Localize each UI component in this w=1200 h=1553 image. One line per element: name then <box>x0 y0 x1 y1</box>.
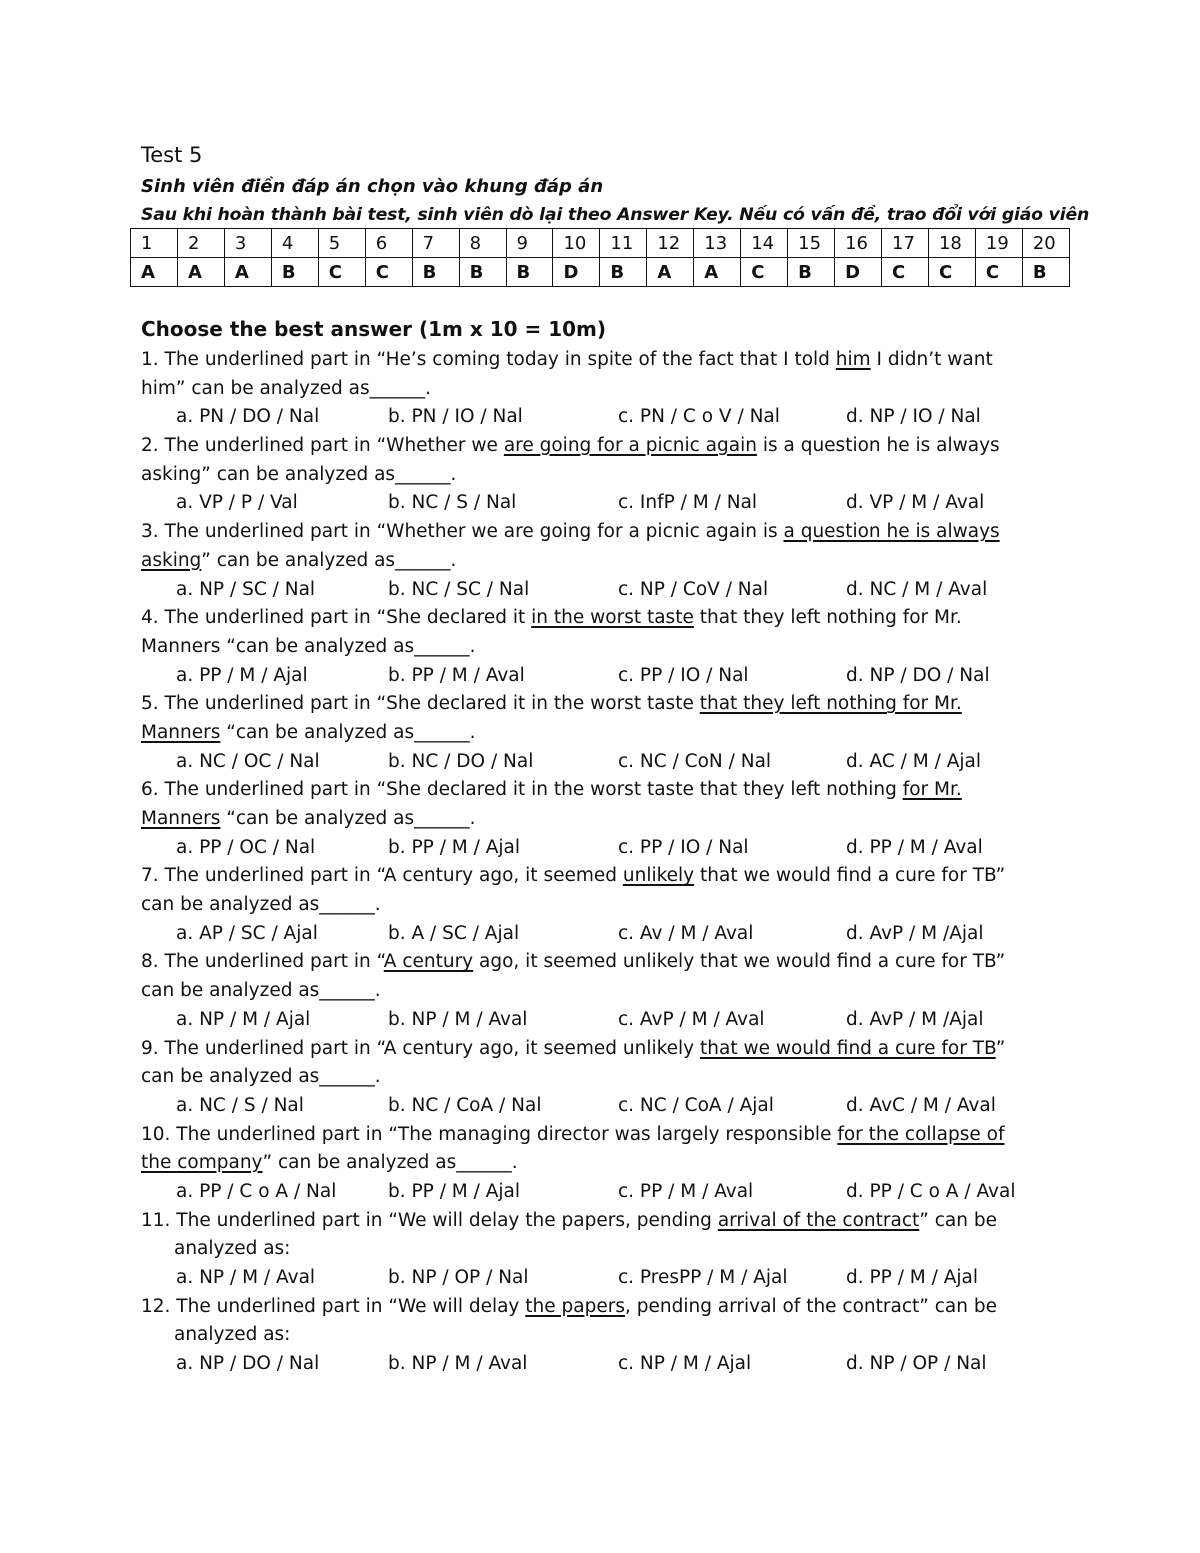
stem-text: that they left nothing for Mr. <box>693 607 962 629</box>
option-a: a. PN / DO / Nal <box>176 406 320 428</box>
answer-key-number-cell: 3 <box>224 229 271 258</box>
answer-key-answer-cell: B <box>788 258 835 287</box>
question-stem-continuation <box>141 547 1066 576</box>
answer-options <box>141 920 1066 949</box>
stem-text: I didn’t want <box>870 349 993 370</box>
option-d: d. PP / M / Aval <box>846 836 983 858</box>
answer-key-answer-cell: D <box>553 258 600 287</box>
underlined-part: that they left nothing for Mr. <box>699 693 962 715</box>
answer-options <box>141 1264 1066 1293</box>
stem-text: that we would find a cure for TB” <box>694 865 1006 887</box>
option-c: c. NP / M / Ajal <box>618 1353 752 1375</box>
stem-text: can be analyzed as______. <box>141 894 381 916</box>
answer-key-answer-cell: A <box>647 258 694 287</box>
answer-key-numbers-row <box>131 229 1070 258</box>
question-stem-line <box>141 346 1066 375</box>
question-stem-continuation <box>141 977 1066 1006</box>
answer-options <box>141 1006 1066 1035</box>
question-stem-line <box>141 1293 1066 1322</box>
question-item <box>141 432 1066 518</box>
answer-key-number-cell: 11 <box>600 229 647 258</box>
test-title: Test 5 <box>141 143 203 167</box>
question-item <box>141 1035 1066 1121</box>
stem-text: Manners “can be analyzed as______. <box>141 635 476 657</box>
stem-text: “can be analyzed as______. <box>220 808 476 829</box>
option-d: d. AvP / M /Ajal <box>846 1008 984 1030</box>
answer-key-number-cell: 6 <box>365 229 412 258</box>
option-d: d. NP / IO / Nal <box>846 406 981 428</box>
stem-text: 6. The underlined part in “She declared it in the worst taste that they left nothing <box>141 779 903 801</box>
underlined-part: Manners <box>141 721 221 743</box>
answer-key-number-cell: 7 <box>412 229 459 258</box>
option-a: a. NP / M / Ajal <box>176 1008 311 1030</box>
stem-text: 1. The underlined part in “He’s coming today in spite of the fact that I told <box>141 349 836 370</box>
option-c: c. InfP / M / Nal <box>618 492 758 514</box>
answer-key-table <box>130 228 1070 287</box>
answer-key-number-cell: 18 <box>928 229 975 258</box>
option-d: d. AC / M / Ajal <box>846 750 981 772</box>
option-b: b. NC / DO / Nal <box>388 750 534 772</box>
question-stem-line <box>141 432 1066 461</box>
stem-text: 11. The underlined part in “We will delay the papers, pending <box>141 1209 718 1231</box>
stem-text: 4. The underlined part in “She declared it <box>141 607 532 629</box>
option-c: c. PP / M / Aval <box>618 1180 754 1202</box>
answer-options <box>141 489 1066 518</box>
question-item <box>141 604 1066 690</box>
answer-options <box>141 576 1066 605</box>
answer-key-number-cell: 17 <box>882 229 929 258</box>
stem-text: 8. The underlined part in “ <box>141 951 384 973</box>
option-b: b. NC / SC / Nal <box>388 578 530 600</box>
option-c: c. PresPP / M / Ajal <box>618 1267 788 1288</box>
question-item <box>141 1121 1066 1207</box>
option-b: b. NP / M / Aval <box>388 1353 528 1375</box>
option-d: d. PP / C o A / Aval <box>846 1180 1016 1202</box>
option-b: b. PN / IO / Nal <box>388 406 523 428</box>
stem-text: ” <box>995 1037 1006 1059</box>
question-item <box>141 690 1066 776</box>
instruction-line-2: Sau khi hoàn thành bài test, sinh viên dò lại theo Answer Key. Nếu có vấn đề, trao đổi với giáo viên <box>141 205 1090 225</box>
answer-key-answer-cell: A <box>177 258 224 287</box>
answer-key-answer-cell: D <box>835 258 882 287</box>
option-b: b. PP / M / Ajal <box>388 1180 521 1202</box>
stem-text: is a question he is always <box>756 435 1000 457</box>
answer-options <box>141 1092 1066 1121</box>
answer-key-answer-cell: B <box>1022 258 1069 287</box>
answer-key-number-cell: 20 <box>1022 229 1069 258</box>
option-c: c. AvP / M / Aval <box>618 1008 765 1030</box>
option-a: a. NC / S / Nal <box>176 1094 304 1116</box>
option-a: a. PP / M / Ajal <box>176 664 308 686</box>
stem-text: ago, it seemed unlikely that we would find a cure for TB” <box>473 951 1006 973</box>
questions-list <box>141 346 1066 1379</box>
stem-text: 2. The underlined part in “Whether we <box>141 435 504 457</box>
stem-text: can be analyzed as______. <box>141 980 381 1002</box>
option-b: b. NC / S / Nal <box>388 492 517 514</box>
stem-text: 5. The underlined part in “She declared it in the worst taste <box>141 693 700 715</box>
answer-key-answer-cell: A <box>224 258 271 287</box>
option-a: a. PP / C o A / Nal <box>176 1180 337 1202</box>
underlined-part: that we would find a cure for TB <box>700 1037 996 1059</box>
option-c: c. NP / CoV / Nal <box>618 578 769 600</box>
question-stem-continuation <box>141 1063 1066 1092</box>
option-d: d. NP / OP / Nal <box>846 1353 987 1375</box>
answer-key-answer-cell: B <box>506 258 553 287</box>
stem-text: analyzed as: <box>174 1324 291 1346</box>
question-stem-continuation <box>141 891 1066 920</box>
question-stem-continuation <box>141 375 1066 404</box>
option-b: b. PP / M / Aval <box>388 664 525 686</box>
option-c: c. PN / C o V / Nal <box>618 406 780 428</box>
stem-text: “can be analyzed as______. <box>220 721 476 743</box>
underlined-part: unlikely <box>622 865 695 887</box>
option-a: a. NP / M / Aval <box>176 1267 316 1288</box>
answer-key-answer-cell: B <box>459 258 506 287</box>
underlined-part: in the worst taste <box>531 607 694 629</box>
answer-key-answer-cell: B <box>412 258 459 287</box>
stem-text: him” can be analyzed as______. <box>141 377 432 399</box>
answer-options <box>141 1350 1066 1379</box>
underlined-part: him <box>835 349 871 370</box>
option-a: a. NP / SC / Nal <box>176 578 316 600</box>
question-item <box>141 862 1066 948</box>
answer-key-answer-cell: C <box>928 258 975 287</box>
question-stem-line <box>141 604 1066 633</box>
answer-key-answer-cell: A <box>131 258 178 287</box>
question-stem-continuation <box>141 805 1066 834</box>
answer-key-answer-cell: A <box>694 258 741 287</box>
stem-text: 3. The underlined part in “Whether we are going for a picnic again is <box>141 521 784 543</box>
underlined-part: arrival of the contract <box>717 1209 920 1231</box>
question-stem-continuation <box>141 1321 1066 1350</box>
question-stem-continuation <box>141 1149 1066 1178</box>
underlined-part: a question he is always <box>783 521 1000 543</box>
question-item <box>141 1207 1066 1293</box>
option-a: a. NC / OC / Nal <box>176 750 320 772</box>
answer-key-number-cell: 13 <box>694 229 741 258</box>
answer-key-number-cell: 4 <box>271 229 318 258</box>
stem-text: ” can be analyzed as______. <box>201 549 457 571</box>
option-c: c. NC / CoN / Nal <box>618 750 772 772</box>
answer-key-number-cell: 9 <box>506 229 553 258</box>
question-item <box>141 346 1066 432</box>
question-stem-continuation <box>141 1235 1066 1264</box>
stem-text: 7. The underlined part in “A century ago, it seemed <box>141 865 623 887</box>
question-item <box>141 776 1066 862</box>
answer-key-number-cell: 5 <box>318 229 365 258</box>
answer-options <box>141 834 1066 863</box>
answer-key-answers-row <box>131 258 1070 287</box>
stem-text: ” can be analyzed as______. <box>262 1152 518 1174</box>
answer-key-answer-cell: C <box>975 258 1022 287</box>
option-b: b. NP / M / Aval <box>388 1008 528 1030</box>
question-stem-line <box>141 690 1066 719</box>
answer-options <box>141 403 1066 432</box>
option-d: d. VP / M / Aval <box>846 492 985 514</box>
underlined-part: for Mr. <box>902 779 962 801</box>
option-d: d. PP / M / Ajal <box>846 1267 979 1288</box>
option-d: d. NC / M / Aval <box>846 578 988 600</box>
answer-key-number-cell: 2 <box>177 229 224 258</box>
answer-key-number-cell: 1 <box>131 229 178 258</box>
option-c: c. Av / M / Aval <box>618 922 754 944</box>
answer-key-answer-cell: B <box>600 258 647 287</box>
section-title: Choose the best answer (1m x 10 = 10m) <box>141 317 607 341</box>
underlined-part: Manners <box>141 808 221 829</box>
question-stem-line <box>141 1207 1066 1236</box>
question-stem-line <box>141 776 1066 805</box>
stem-text: can be analyzed as______. <box>141 1066 381 1088</box>
question-item <box>141 948 1066 1034</box>
question-stem-line <box>141 1035 1066 1064</box>
underlined-part: are going for a picnic again <box>503 435 757 457</box>
underlined-part: for the collapse of <box>837 1123 1005 1145</box>
answer-key-answer-cell: B <box>271 258 318 287</box>
option-b: b. A / SC / Ajal <box>388 922 520 944</box>
option-a: a. AP / SC / Ajal <box>176 922 318 944</box>
answer-key-number-cell: 14 <box>741 229 788 258</box>
question-item <box>141 518 1066 604</box>
option-a: a. VP / P / Val <box>176 492 298 514</box>
answer-key-answer-cell: C <box>741 258 788 287</box>
question-stem-line <box>141 1121 1066 1150</box>
answer-key-number-cell: 8 <box>459 229 506 258</box>
stem-text: 12. The underlined part in “We will delay <box>141 1295 526 1317</box>
option-d: d. AvP / M /Ajal <box>846 922 984 944</box>
answer-options <box>141 748 1066 777</box>
answer-key-answer-cell: C <box>365 258 412 287</box>
answer-key-answer-cell: C <box>318 258 365 287</box>
stem-text: asking” can be analyzed as______. <box>141 463 457 485</box>
question-stem-continuation <box>141 633 1066 662</box>
underlined-part: the company <box>141 1152 263 1174</box>
question-stem-line <box>141 948 1066 977</box>
answer-options <box>141 1178 1066 1207</box>
stem-text: 10. The underlined part in “The managing director was largely responsible <box>141 1123 838 1145</box>
underlined-part: asking <box>141 549 202 571</box>
stem-text: , pending arrival of the contract” can be <box>624 1295 997 1317</box>
answer-key-answer-cell: C <box>882 258 929 287</box>
stem-text: analyzed as: <box>174 1238 291 1260</box>
answer-key-number-cell: 19 <box>975 229 1022 258</box>
question-item <box>141 1293 1066 1379</box>
option-b: b. NP / OP / Nal <box>388 1267 529 1288</box>
answer-key-number-cell: 15 <box>788 229 835 258</box>
answer-key-number-cell: 16 <box>835 229 882 258</box>
option-c: c. NC / CoA / Ajal <box>618 1094 774 1116</box>
question-stem-line <box>141 518 1066 547</box>
stem-text: 9. The underlined part in “A century ago, it seemed unlikely <box>141 1037 701 1059</box>
underlined-part: A century <box>383 951 474 973</box>
instruction-line-1: Sinh viên điền đáp án chọn vào khung đáp án <box>141 176 604 197</box>
option-c: c. PP / IO / Nal <box>618 836 749 858</box>
answer-key-number-cell: 12 <box>647 229 694 258</box>
option-a: a. NP / DO / Nal <box>176 1353 320 1375</box>
question-stem-continuation <box>141 719 1066 748</box>
stem-text: ” can be <box>919 1209 997 1231</box>
option-a: a. PP / OC / Nal <box>176 836 316 858</box>
option-d: d. NP / DO / Nal <box>846 664 990 686</box>
option-d: d. AvC / M / Aval <box>846 1094 996 1116</box>
answer-options <box>141 662 1066 691</box>
underlined-part: the papers <box>525 1295 625 1317</box>
question-stem-line <box>141 862 1066 891</box>
option-b: b. NC / CoA / Nal <box>388 1094 542 1116</box>
question-stem-continuation <box>141 461 1066 490</box>
option-c: c. PP / IO / Nal <box>618 664 749 686</box>
option-b: b. PP / M / Ajal <box>388 836 521 858</box>
answer-key-number-cell: 10 <box>553 229 600 258</box>
